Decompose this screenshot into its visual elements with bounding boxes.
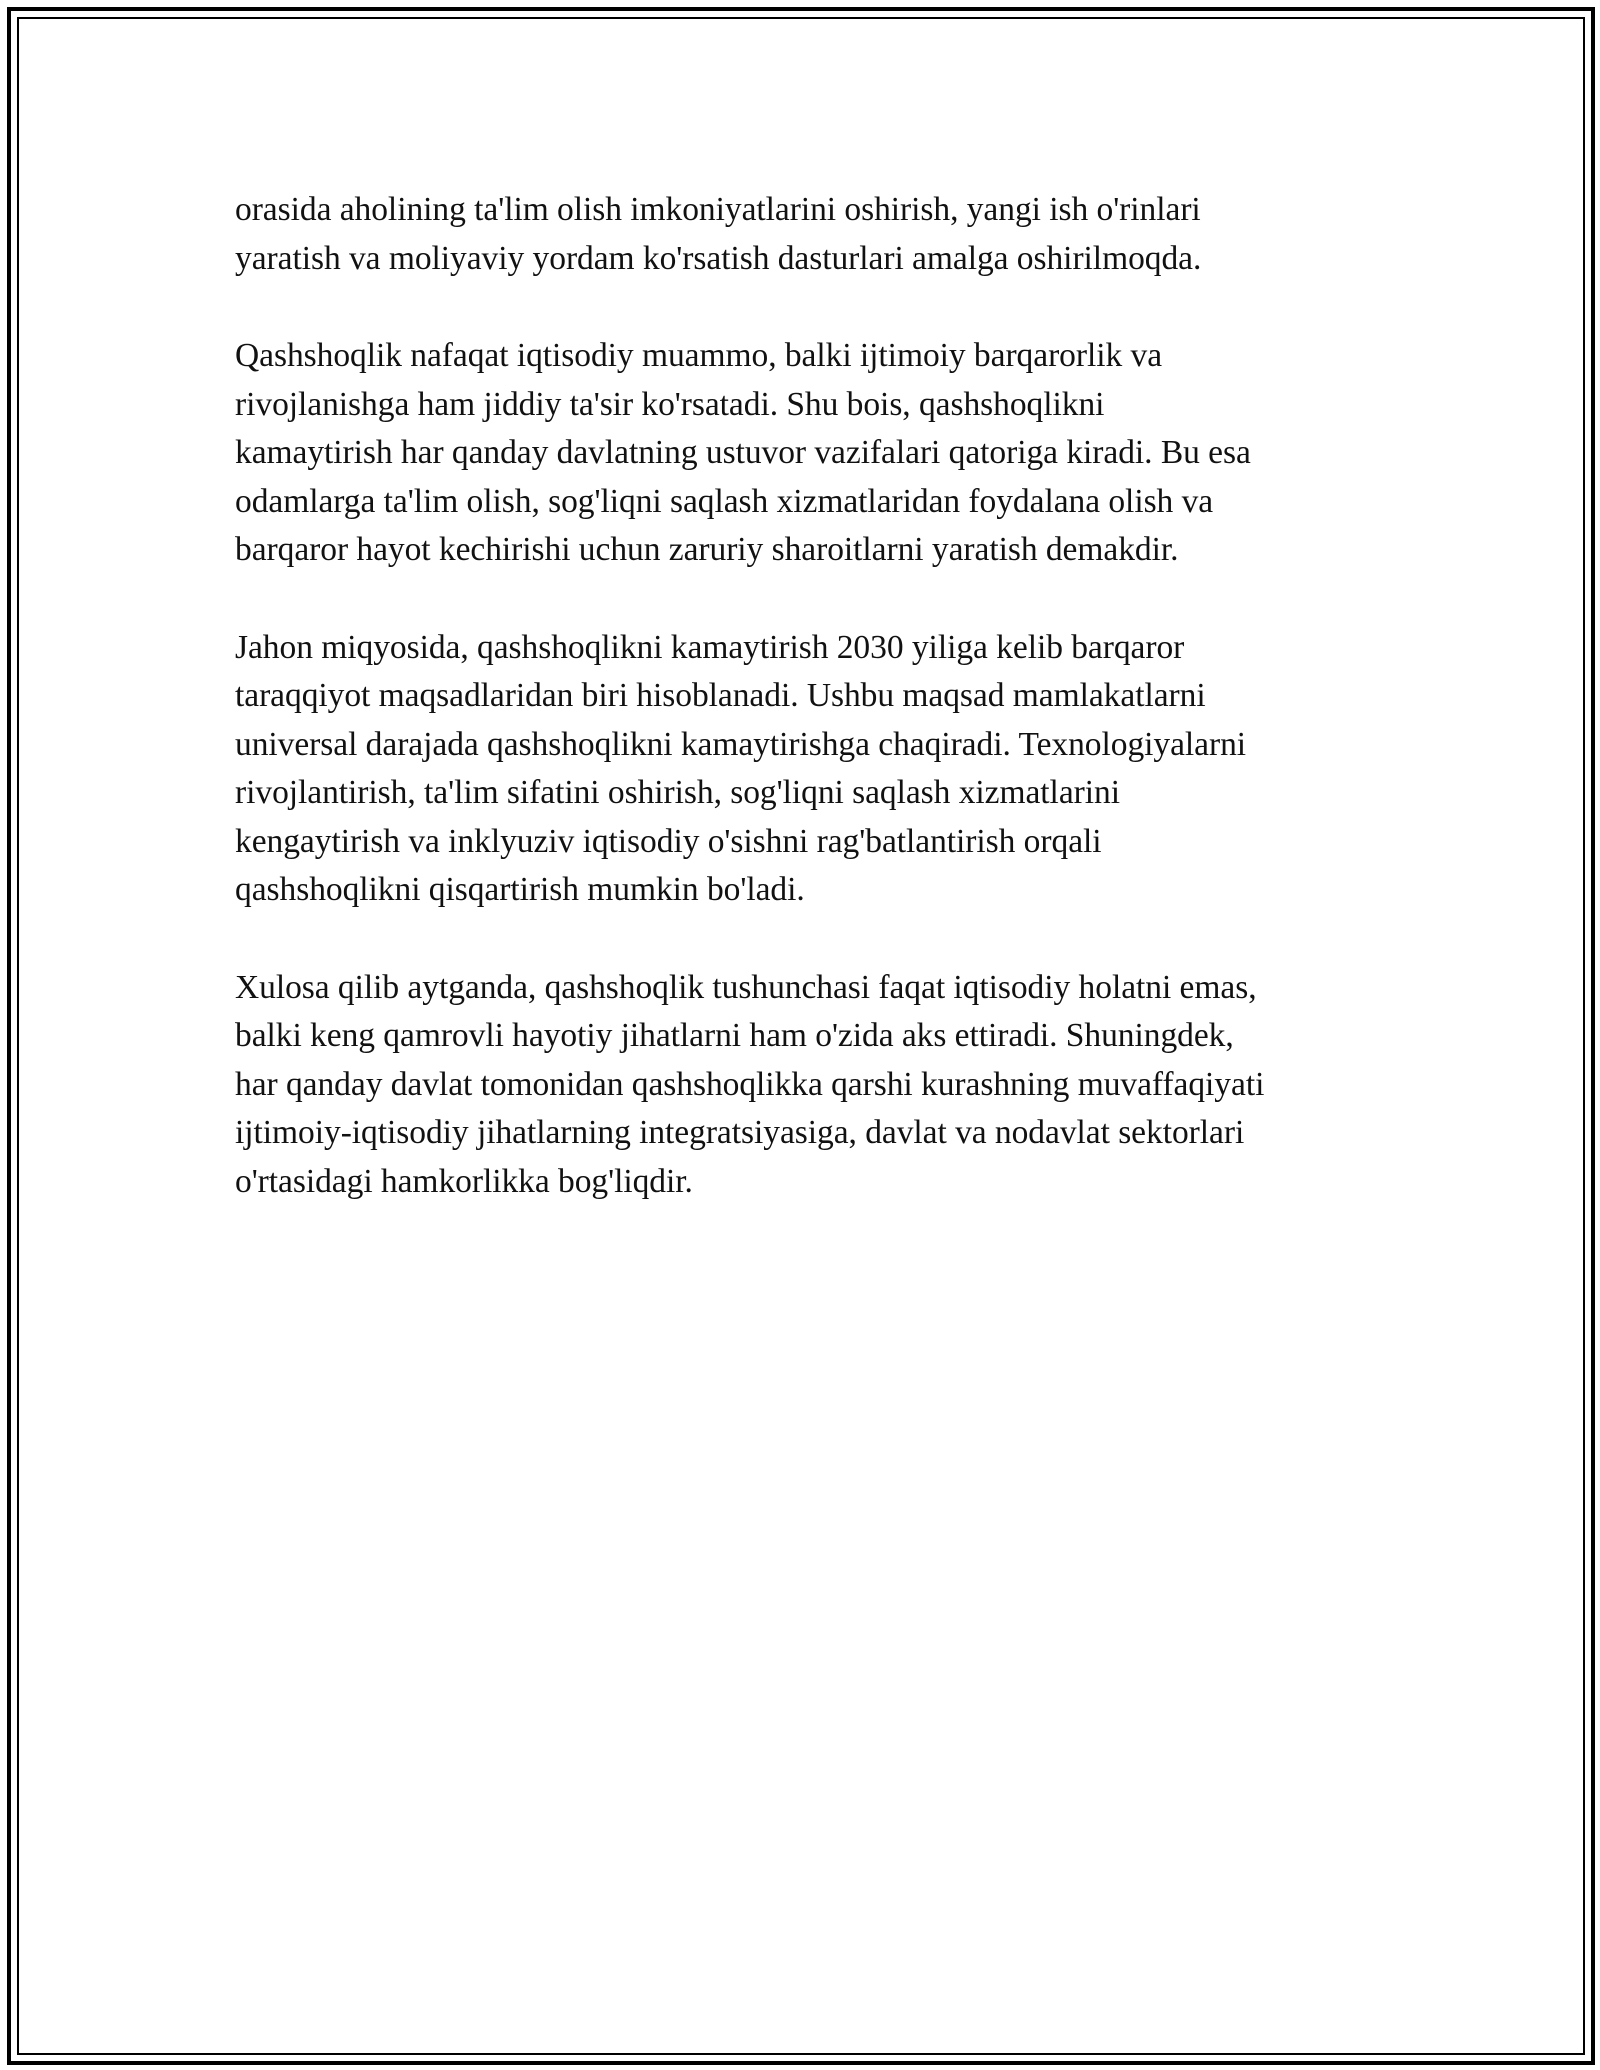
text-line: universal darajada qashshoqlikni kamaytirishga chaqiradi. Texnologiyalarni bbox=[235, 725, 1247, 763]
text-line: rivojlanishga ham jiddiy ta'sir ko'rsatadi. Shu bois, qashshoqlikni bbox=[235, 385, 1105, 423]
text-line: yaratish va moliyaviy yordam ko'rsatish dasturlari amalga oshirilmoqda. bbox=[235, 239, 1202, 277]
text-line: ijtimoiy-iqtisodiy jihatlarning integratsiyasiga, davlat va nodavlat sektorlari bbox=[235, 1114, 1245, 1151]
text-line: har qanday davlat tomonidan qashshoqlikka qarshi kurashning muvaffaqiyati bbox=[235, 1065, 1265, 1103]
text-line: kengaytirish va inklyuziv iqtisodiy o'sishni rag'batlantirish orqali bbox=[235, 822, 1102, 860]
text-line: Jahon miqyosida, qashshoqlikni kamaytirish 2030 yiliga kelib barqaror bbox=[235, 628, 1185, 666]
text-line: barqaror hayot kechirishi uchun zaruriy sharoitlarni yaratish demakdir. bbox=[235, 531, 1179, 568]
text-line: kamaytirish har qanday davlatning ustuvor vazifalari qatoriga kiradi. Bu esa bbox=[235, 434, 1251, 471]
paragraph-3 bbox=[235, 624, 1375, 915]
text-line: rivojlantirish, ta'lim sifatini oshirish, sog'liqni saqlash xizmatlarini bbox=[235, 774, 1120, 811]
text-line: odamlarga ta'lim olish, sog'liqni saqlash xizmatlaridan foydalana olish va bbox=[235, 482, 1214, 520]
text-line: Qashshoqlik nafaqat iqtisodiy muammo, balki ijtimoiy barqarorlik va bbox=[235, 337, 1163, 374]
paragraph-4 bbox=[235, 964, 1375, 1207]
paragraph-1 bbox=[235, 186, 1375, 283]
text-line: Xulosa qilib aytganda, qashshoqlik tushunchasi faqat iqtisodiy holatni emas, bbox=[235, 968, 1257, 1006]
text-line: orasida aholining ta'lim olish imkoniyatlarini oshirish, yangi ish o'rinlari bbox=[235, 191, 1201, 228]
text-line: qashshoqlikni qisqartirish mumkin bo'ladi. bbox=[235, 871, 805, 908]
paragraph-2 bbox=[235, 332, 1375, 575]
text-line: taraqqiyot maqsadlaridan biri hisoblanadi. Ushbu maqsad mamlakatlarni bbox=[235, 677, 1206, 714]
text-line: balki keng qamrovli hayotiy jihatlarni ham o'zida aks ettiradi. Shuningdek, bbox=[235, 1017, 1234, 1054]
document-body bbox=[235, 186, 1375, 1255]
text-line: o'rtasidagi hamkorlikka bog'liqdir. bbox=[235, 1162, 693, 1200]
